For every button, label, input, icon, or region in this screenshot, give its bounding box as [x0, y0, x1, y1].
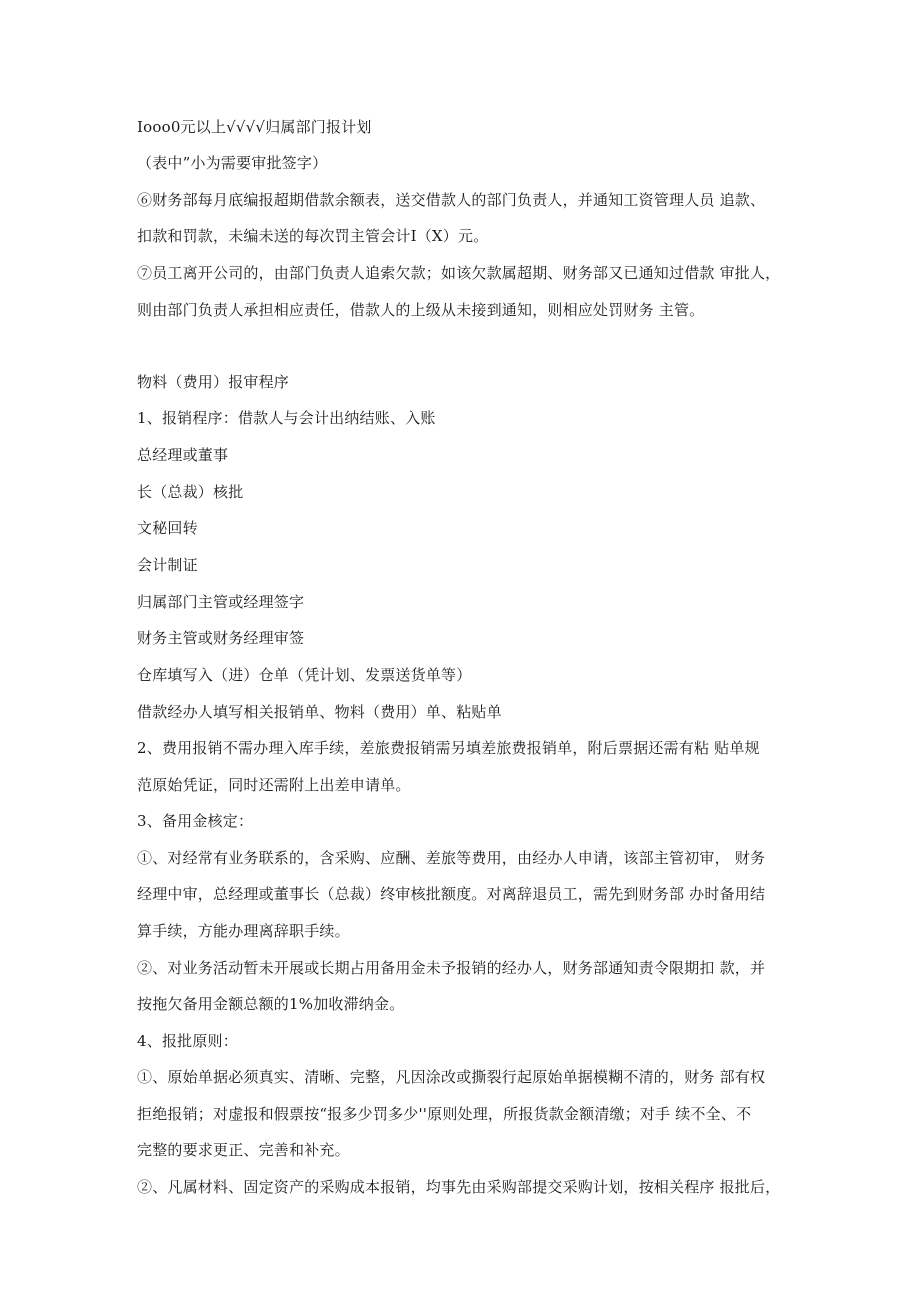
text-line: ⑥财务部每月底编报超期借款余额表，送交借款人的部门负责人，并通知工资管理人员 追款、	[137, 191, 766, 209]
text-line: 仓库填写入（进）仓单（凭计划、发票送货单等）	[137, 666, 472, 684]
text-line: 扣款和罚款，未编未送的每次罚主管会计I（X）元。	[137, 227, 489, 245]
text-line: Iooo0元以上√√√√归属部门报计划	[137, 118, 372, 136]
text-line: 经理中审，总经理或董事长（总裁）终审核批额度。对离辞退员工，需先到财务部 办时备用结	[137, 885, 766, 903]
text-line: 4、报批原则：	[137, 1032, 238, 1050]
text-line: 完整的要求更正、完善和补充。	[137, 1141, 350, 1159]
text-line: 按拖欠备用金额总额的1%加收滞纳金。	[137, 995, 405, 1013]
text-line: ①、对经常有业务联系的，含采购、应酬、差旅等费用，由经办人申请，该部主管初审， 财务	[137, 849, 766, 867]
text-line: 则由部门负责人承担相应责任，借款人的上级从未接到通知，则相应处罚财务 主管。	[137, 301, 705, 319]
text-line: 3、备用金核定：	[137, 812, 254, 830]
text-line: 总经理或董事	[137, 446, 229, 464]
text-line: 范原始凭证，同时还需附上出差申请单。	[137, 776, 411, 794]
text-line: （表中”小为需要审批签字）	[137, 154, 328, 172]
text-line: 1、报销程序：借款人与会计出纳结账、入账	[137, 409, 436, 427]
text-line: ②、凡属材料、固定资产的采购成本报销，均事先由采购部提交采购计划，按相关程序 报批后，	[137, 1178, 781, 1196]
text-line: 2、费用报销不需办理入库手续，差旅费报销需另填差旅费报销单，附后票据还需有粘 贴单规	[137, 739, 760, 757]
text-line: 拒绝报销；对虚报和假票按“报多少罚多少''原则处理，所报货款金额清缴；对手 续不全、不	[137, 1105, 752, 1123]
text-line: ②、对业务活动暂未开展或长期占用备用金未予报销的经办人，财务部通知责令限期扣 款，并	[137, 959, 766, 977]
text-line: 文秘回转	[137, 519, 198, 537]
text-line: 借款经办人填写相关报销单、物料（费用）单、粘贴单	[137, 703, 502, 721]
text-line: 归属部门主管或经理签字	[137, 593, 305, 611]
text-line: 算手续，方能办理离辞职手续。	[137, 922, 350, 940]
text-line: 财务主管或财务经理审签	[137, 629, 305, 647]
text-line: 会计制证	[137, 556, 198, 574]
section-heading: 物料（费用）报审程序	[137, 373, 290, 391]
text-line: ⑦员工离开公司的，由部门负责人追索欠款；如该欠款属超期、财务部又已通知过借款 审批人，	[137, 264, 781, 282]
text-line: ①、原始单据必须真实、清晰、完整，凡因涂改或撕裂行起原始单据模糊不清的，财务 部有权	[137, 1068, 766, 1086]
text-line: 长（总裁）核批	[137, 483, 244, 501]
